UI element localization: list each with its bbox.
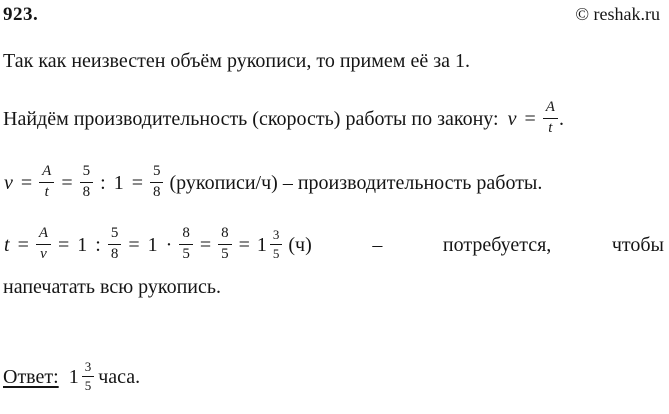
answer-label: Ответ: [3,365,59,388]
intro-line: Так как неизвестен объём рукописи, то примем её за 1. [3,50,470,72]
mixed-number [256,226,283,261]
math-op: = [524,108,536,130]
math-op: : [95,234,101,256]
fraction-denominator: 8 [82,183,91,200]
answer-value [59,358,99,393]
productivity-line [3,157,666,209]
fraction [80,164,94,201]
answer-unit: часа. [98,365,141,388]
law-line [3,93,666,145]
fraction [36,226,51,263]
fraction [218,226,232,263]
math-op: = [199,234,212,256]
fraction-denominator: v [40,245,47,262]
fraction [108,226,122,263]
page-header [3,4,666,26]
fraction-numerator: 5 [108,226,122,245]
fraction-denominator: 5 [221,245,229,262]
time-formula-group [3,224,312,264]
math-op: = [128,234,140,256]
fraction-denominator: t [548,119,553,136]
time-unit: (ч) [288,234,312,256]
math-text: . [558,108,564,130]
time-word-1: потребуется, [442,234,552,256]
math-var: v [507,108,517,130]
math-op: = [20,172,33,194]
math-num: 1 [113,172,124,194]
mixed-number [68,358,95,393]
fraction-denominator: 5 [84,377,92,393]
math-var: t [4,234,10,256]
math-op: = [17,234,29,256]
fraction-numerator: A [36,226,51,245]
law-formula [507,98,565,138]
time-line [3,219,666,271]
math-op: = [61,172,73,194]
time-line-continuation: напечатать всю рукопись. [3,276,222,298]
fraction [39,164,54,201]
time-formula [3,224,282,264]
productivity-text: (рукописи/ч) – производительность работы. [169,172,543,194]
fraction-numerator: 5 [150,164,164,183]
fraction-denominator: t [44,183,49,200]
math-num: 1 [77,234,88,256]
law-text: Найдём производительность (скорость) работы по закону: [3,108,499,130]
fraction-denominator: 5 [272,245,280,261]
problem-number: 923. [3,4,39,25]
time-word-2: чтобы [611,234,664,256]
fraction [543,100,558,137]
mixed-number-whole: 1 [256,234,267,256]
fraction-numerator: A [39,164,54,183]
fraction-numerator: 5 [80,164,94,183]
fraction-denominator: 8 [110,245,119,262]
math-op: : [100,172,106,194]
math-op: = [58,234,70,256]
productivity-formula [3,162,163,202]
dash: – [372,234,383,256]
fraction-denominator: 5 [182,245,190,262]
fraction [150,164,164,201]
fraction [179,226,193,263]
fraction-numerator: 8 [179,226,193,245]
fraction-numerator: 3 [270,228,283,245]
math-op: = [131,172,143,194]
fraction-numerator: A [543,100,558,119]
fraction-denominator: 8 [152,183,161,200]
answer-line [3,352,140,402]
fraction [270,228,283,260]
watermark: © reshak.ru [575,4,660,24]
math-num: 1 [147,234,158,256]
fraction-numerator: 8 [218,226,232,245]
fraction-numerator: 3 [82,360,95,377]
fraction [82,360,95,392]
mixed-number-whole: 1 [68,365,79,388]
math-op: = [238,234,250,256]
math-op: · [165,234,173,256]
math-var: v [4,172,13,194]
